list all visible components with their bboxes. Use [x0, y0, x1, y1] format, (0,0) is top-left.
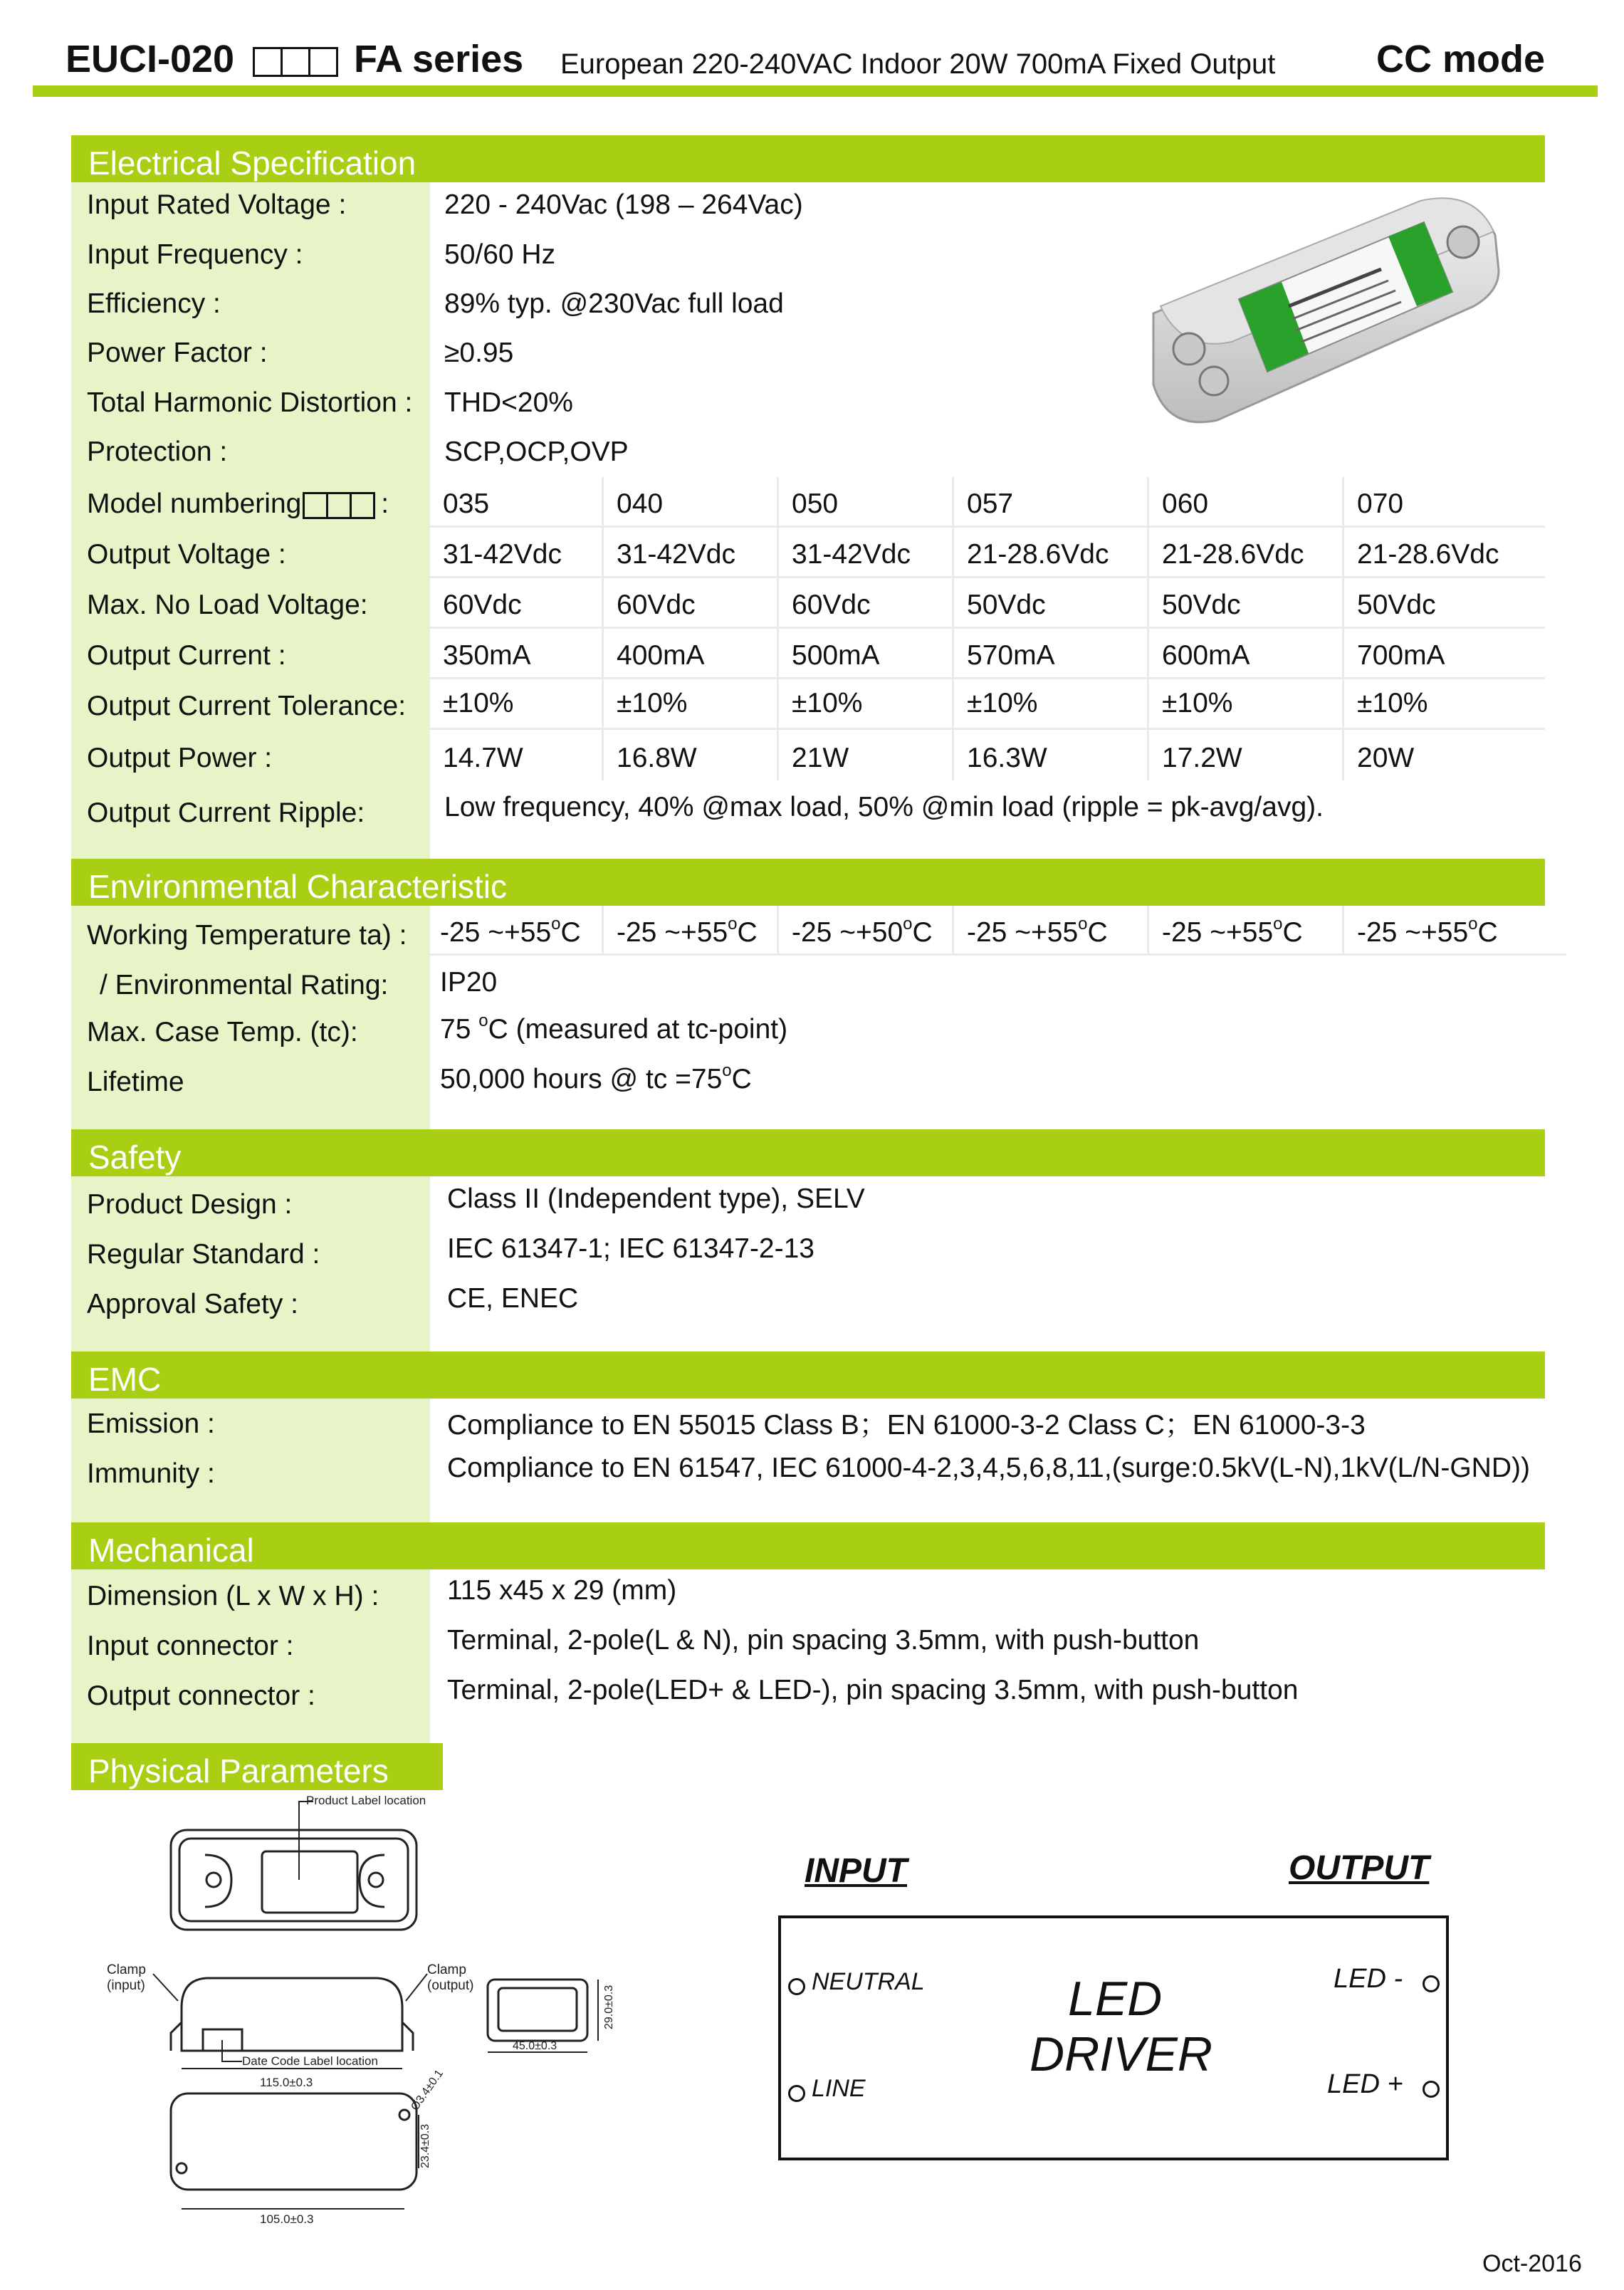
clamp-input-label: Clamp: [107, 1962, 146, 1977]
spec-row-max-no-load: [71, 578, 1545, 629]
table-cell: ±10%: [954, 679, 1149, 730]
spec-value: Terminal, 2-pole(L & N), pin spacing 3.5mm, with push-button: [447, 1625, 1200, 1656]
product-photo: [1139, 192, 1509, 427]
table-cell: 60Vdc: [430, 578, 604, 629]
spec-row-model-numbering: [71, 477, 1545, 528]
spec-label: Regular Standard :: [87, 1239, 320, 1270]
table-cell: 60Vdc: [779, 578, 954, 629]
driver-label-line-2: DRIVER: [1030, 2027, 1212, 2081]
spec-label: Output Current :: [87, 640, 286, 671]
clamp-input-label-2: (input): [107, 1978, 145, 1993]
mode-title: CC mode: [1376, 38, 1546, 80]
table-cell: ±10%: [779, 679, 954, 730]
spec-row-current-tolerance: [71, 679, 1545, 730]
spec-row-output-voltage: [71, 528, 1545, 578]
table-cell: -25 $\sim+55^oC$: [427, 906, 604, 956]
spec-label: Approval Safety :: [87, 1289, 298, 1319]
spec-value: CE, ENEC: [447, 1283, 579, 1314]
spec-value: SCP,OCP,OVP: [444, 436, 629, 467]
terminal-line-icon: [788, 2085, 805, 2102]
clamp-output-label-2: (output): [427, 1978, 474, 1993]
spec-value: 89% typ. @230Vac full load: [444, 288, 784, 319]
spec-row-output-connector: [71, 1675, 1545, 1718]
table-cell: 50Vdc: [1149, 578, 1344, 629]
spec-row-env-rating: [71, 967, 1545, 1010]
section-title: EMC: [71, 1351, 1545, 1398]
spec-label: Protection :: [87, 436, 228, 467]
spec-label: Input connector :: [87, 1631, 294, 1661]
spec-row-emission: [71, 1403, 1545, 1445]
terminal-led-plus-label: LED +: [1327, 2069, 1403, 2099]
dimension-length: 115.0±0.3: [260, 2076, 313, 2089]
table-cell: -25 $\sim+55^oC$: [1149, 906, 1344, 956]
spec-label: Output connector :: [87, 1680, 315, 1711]
spec-value: Low frequency, 40% @max load, 50% @min load (ripple = pk-avg/avg).: [444, 792, 1324, 822]
table-cell: 31-42Vdc: [430, 528, 604, 578]
spec-value: 50/60 Hz: [444, 239, 556, 270]
section-title: Mechanical: [71, 1522, 1545, 1569]
table-cell: 21-28.6Vdc: [1149, 528, 1344, 578]
spec-label: Dimension (L x W x H) :: [87, 1581, 379, 1611]
spec-value: IP20: [440, 967, 498, 998]
table-cell: 21-28.6Vdc: [954, 528, 1149, 578]
table-cell: 31-42Vdc: [604, 528, 779, 578]
spec-value: Terminal, 2-pole(LED+ & LED-), pin spacing 3.5mm, with push-button: [447, 1675, 1299, 1705]
spec-value: Compliance to EN 61547, IEC 61000-4-2,3,4,5,6,8,11,(surge:0.5kV(L-N),1kV(L/N-GND)): [447, 1453, 1530, 1483]
emc-section: [71, 1351, 1545, 1541]
table-cell: ±10%: [1344, 679, 1545, 730]
table-cell: ±10%: [430, 679, 604, 730]
table-cell: 17.2W: [1149, 730, 1344, 780]
table-cell: -25 $\sim+55^oC$: [604, 906, 779, 956]
spec-label: Output Current Tolerance:: [87, 691, 407, 721]
spec-value: 75 $^o$C (measured at tc-point): [440, 1011, 788, 1045]
table-cell: 50Vdc: [954, 578, 1149, 629]
table-cell: 21-28.6Vdc: [1344, 528, 1545, 578]
dimension-pitch: 23.4±0.3: [419, 2123, 431, 2168]
spec-value: Class II (Independent type), SELV: [447, 1183, 865, 1214]
terminal-neutral-label: NEUTRAL: [812, 1968, 925, 1995]
clamp-output-label: Clamp: [427, 1962, 466, 1977]
spec-row-output-power: [71, 730, 1545, 780]
header-divider: [33, 85, 1598, 97]
table-cell: -25 $\sim+50^oC$: [779, 906, 954, 956]
dimension-hole: Ø3.4±0.1: [409, 2067, 446, 2113]
table-cell: -25 $\sim+55^oC$: [954, 906, 1149, 956]
table-cell: 040: [604, 477, 779, 528]
spec-label: Product Design :: [87, 1189, 293, 1220]
mechanical-section: [71, 1522, 1545, 1763]
wiring-input-title: INPUT: [805, 1852, 907, 1890]
spec-label: Input Frequency :: [87, 239, 303, 270]
spec-label: Total Harmonic Distortion :: [87, 387, 413, 418]
table-cell: 20W: [1357, 743, 1415, 773]
product-description: European 220-240VAC Indoor 20W 700mA Fixed Output: [560, 48, 1276, 80]
spec-value: 220 - 240Vac (198 – 264Vac): [444, 189, 803, 220]
spec-label: Output Current Ripple:: [87, 798, 365, 828]
spec-label: Power Factor :: [87, 338, 268, 368]
table-cell: 60Vdc: [604, 578, 779, 629]
driver-label-line-1: LED: [1068, 1972, 1163, 2026]
spec-label: Efficiency :: [87, 288, 221, 319]
spec-label: Model numbering :: [87, 488, 389, 519]
terminal-led-minus-icon: [1423, 1975, 1440, 1992]
spec-row-output-current: [71, 629, 1545, 679]
spec-value: Compliance to EN 55015 Class B；EN 61000-3-2 Class C；EN 61000-3-3: [447, 1410, 1366, 1441]
spec-row-dimension: [71, 1575, 1545, 1618]
spec-row-working-temp: [71, 906, 1545, 956]
spec-value: IEC 61347-1; IEC 61347-2-13: [447, 1233, 814, 1264]
table-cell: 16.8W: [604, 730, 779, 780]
spec-row-case-temp: [71, 1011, 1545, 1057]
table-cell: 600mA: [1149, 629, 1344, 679]
wiring-output-title: OUTPUT: [1289, 1849, 1430, 1887]
spec-value: 50,000 hours @ tc $=75^oC$: [440, 1061, 752, 1094]
terminal-neutral-icon: [788, 1978, 805, 1995]
series-title: FA series: [354, 38, 524, 80]
spec-label: Max. Case Temp. (tc):: [87, 1017, 358, 1047]
table-cell: 700mA: [1344, 629, 1545, 679]
mechanical-drawing: [100, 1787, 641, 2229]
spec-value: THD<20%: [444, 387, 573, 418]
spec-label: Working Temperature ta) :: [87, 920, 407, 951]
dimension-width: 45.0±0.3: [513, 2040, 557, 2052]
table-cell: 50Vdc: [1344, 578, 1545, 629]
terminal-line-label: LINE: [812, 2075, 866, 2102]
spec-row-approval: [71, 1283, 1545, 1326]
spec-label: Output Power :: [87, 743, 273, 773]
table-cell: 060: [1149, 477, 1344, 528]
table-cell: 035: [430, 477, 604, 528]
spec-row-input-connector: [71, 1625, 1545, 1668]
spec-label: Immunity :: [87, 1458, 215, 1489]
table-cell: 570mA: [954, 629, 1149, 679]
table-cell: ±10%: [1149, 679, 1344, 730]
model-placeholder-boxes: [253, 47, 336, 77]
spec-label: Lifetime: [87, 1067, 184, 1097]
physical-section: [71, 1743, 443, 1790]
table-cell: 400mA: [604, 629, 779, 679]
spec-row-immunity: [71, 1453, 1545, 1495]
terminal-led-plus-icon: [1423, 2081, 1440, 2098]
spec-row-protection: [71, 436, 1545, 478]
spec-label: Max. No Load Voltage:: [87, 590, 368, 620]
spec-label: Output Voltage :: [87, 539, 286, 570]
environmental-section: [71, 859, 1566, 1151]
table-cell: 050: [779, 477, 954, 528]
spec-value: 115 x45 x 29 (mm): [447, 1575, 677, 1606]
spec-row-lifetime: [71, 1061, 1545, 1107]
footer-date: Oct-2016: [1482, 2250, 1582, 2277]
section-title: Environmental Characteristic: [71, 859, 1545, 906]
date-code-label-location: Date Code Label location: [242, 2054, 378, 2068]
product-label-location: Product Label location: [306, 1794, 426, 1807]
table-cell: 057: [954, 477, 1149, 528]
table-cell: 21W: [779, 730, 954, 780]
spec-row-ripple: [71, 792, 1545, 833]
spec-label: Emission :: [87, 1408, 215, 1439]
model-title: EUCI-020: [66, 38, 235, 80]
model-placeholder-boxes: [303, 492, 373, 519]
section-title: Electrical Specification: [71, 135, 1545, 182]
section-title: Physical Parameters: [71, 1743, 443, 1790]
dimension-height: 29.0±0.3: [603, 1985, 615, 2029]
spec-row-product-design: [71, 1183, 1545, 1226]
terminal-led-minus-label: LED -: [1334, 1964, 1403, 1994]
section-title: Safety: [71, 1129, 1545, 1176]
table-cell: 500mA: [779, 629, 954, 679]
spec-value: ≥0.95: [444, 338, 514, 368]
table-cell: -25 $\sim+55^oC$: [1344, 906, 1566, 956]
table-cell: 350mA: [430, 629, 604, 679]
table-cell: 070: [1344, 477, 1545, 528]
spec-label: Input Rated Voltage :: [87, 189, 347, 220]
spec-row-regular-standard: [71, 1233, 1545, 1276]
table-cell: 31-42Vdc: [779, 528, 954, 578]
table-cell: 16.3W: [954, 730, 1149, 780]
table-cell: ±10%: [604, 679, 779, 730]
dimension-hole-spacing: 105.0±0.3: [260, 2212, 314, 2226]
safety-section: [71, 1129, 1545, 1359]
table-cell: 14.7W: [430, 730, 604, 780]
spec-label: / Environmental Rating:: [100, 970, 389, 1000]
